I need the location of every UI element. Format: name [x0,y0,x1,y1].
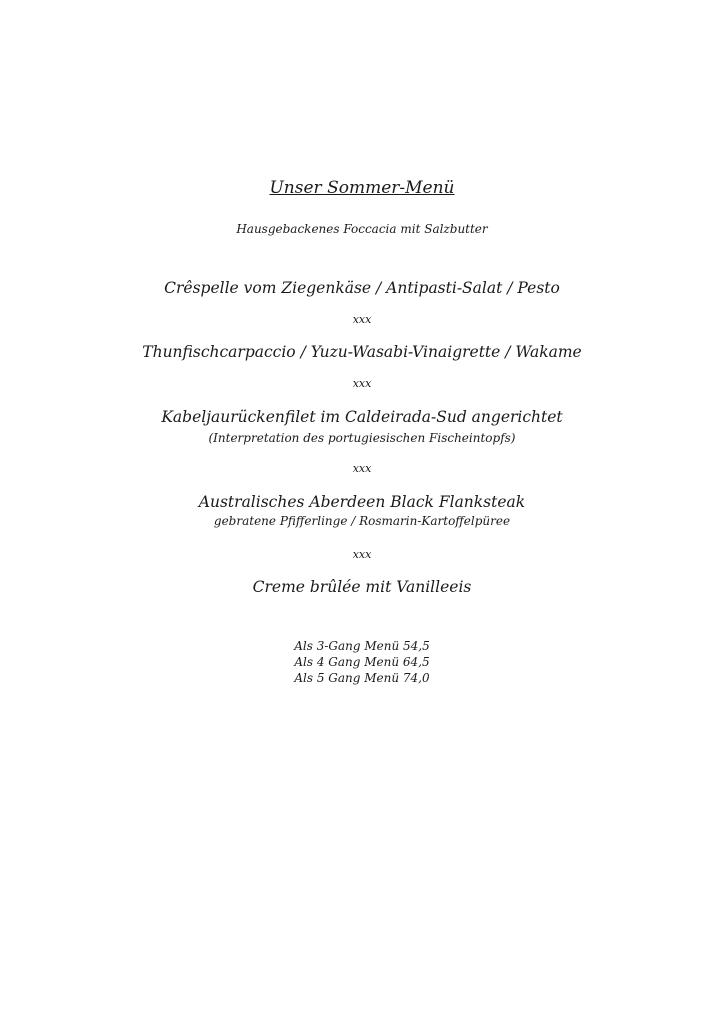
menu-title: Unser Sommer-Menü [269,178,455,198]
course-separator: xxx [352,313,372,326]
intro-bread: Hausgebackenes Foccacia mit Salzbutter [236,222,488,236]
price-5-course: Als 5 Gang Menü 74,0 [294,671,430,685]
course-separator: xxx [352,377,372,390]
course-2-dish: Thunfischcarpaccio / Yuzu-Wasabi-Vinaigrette / Wakame [142,343,582,361]
course-3-note: (Interpretation des portugiesischen Fischeintopfs) [208,431,516,445]
course-separator: xxx [352,462,372,475]
course-5-dish: Creme brûlée mit Vanilleeis [252,578,472,596]
course-separator: xxx [352,548,372,561]
course-4-note: gebratene Pfifferlinge / Rosmarin-Kartoffelpüree [213,514,511,528]
course-1-dish: Crêspelle vom Ziegenkäse / Antipasti-Salat / Pesto [164,279,560,297]
price-3-course: Als 3-Gang Menü 54,5 [294,639,430,653]
course-3-dish: Kabeljaurückenfilet im Caldeirada-Sud angerichtet [161,408,563,426]
price-4-course: Als 4 Gang Menü 64,5 [294,655,430,669]
course-4-dish: Australisches Aberdeen Black Flanksteak [198,493,526,511]
